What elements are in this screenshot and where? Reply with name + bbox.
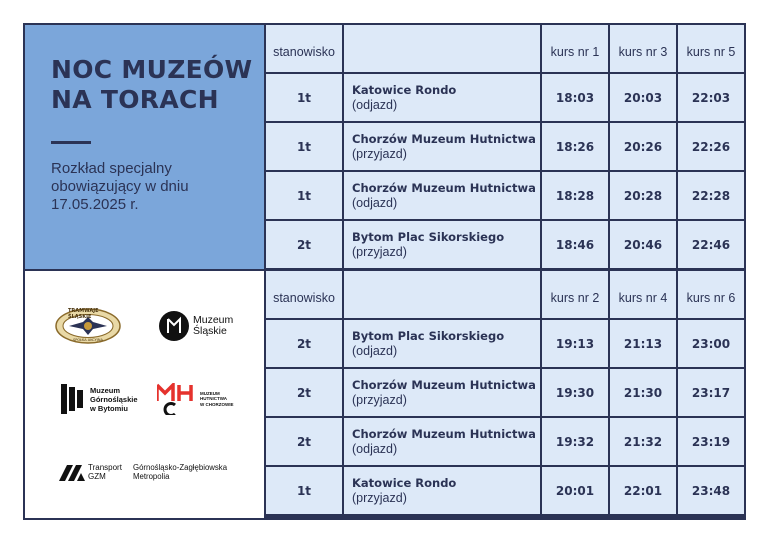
time-cell: 18:03 xyxy=(555,90,595,105)
table-row xyxy=(266,74,744,121)
header-kurs-5: kurs nr 5 xyxy=(678,25,744,72)
stop-name: Bytom Plac Sikorskiego xyxy=(352,229,505,244)
table-row xyxy=(266,369,744,416)
time-cell: 22:46 xyxy=(691,237,731,252)
muzeum-hutnictwa-line3: W CHORZOWIE xyxy=(200,401,234,407)
muzeum-hutnictwa-line2: HUTNICTWA xyxy=(200,396,227,402)
time-cell: 22:26 xyxy=(691,139,731,154)
time-cell: 20:46 xyxy=(623,237,663,252)
time-cell: 21:32 xyxy=(623,434,663,449)
tramwaje-slaskie-logo xyxy=(55,307,121,345)
table-header-row xyxy=(266,25,744,72)
subtitle-line-2: obowiązujący w dniu xyxy=(51,178,189,195)
stop-direction: (odjazd) xyxy=(352,97,398,112)
time-cell: 18:28 xyxy=(555,188,595,203)
stop-name: Chorzów Muzeum Hutnictwa xyxy=(352,180,536,195)
time-cell: 19:32 xyxy=(555,434,595,449)
muzeum-gornoslaskie-icon xyxy=(61,384,85,414)
header-stanowisko: stanowisko xyxy=(266,25,342,72)
tramwaje-bottom-text: SPÓŁKA AKCYJNA xyxy=(73,338,103,342)
muzeum-slaskie-line1: Muzeum xyxy=(193,314,234,326)
metropolia-line1: Górnośląsko-Zagłębiowska xyxy=(133,463,228,472)
time-cell: 22:01 xyxy=(623,483,663,498)
muzeum-hutnictwa-logo xyxy=(157,383,234,415)
transport-gzm-line1: Transport xyxy=(88,463,122,472)
muzeum-hutnictwa-line1: MUZEUM xyxy=(200,390,220,396)
muzeum-gornoslaskie-line1: Muzeum xyxy=(90,385,120,395)
time-cell: 19:30 xyxy=(555,385,595,400)
stop-name: Chorzów Muzeum Hutnictwa xyxy=(352,377,536,392)
stanowisko-value: 1t xyxy=(296,483,312,498)
transport-gzm-logo xyxy=(59,464,122,481)
muzeum-hutnictwa-icon xyxy=(157,383,197,415)
table-header-row xyxy=(266,271,744,318)
time-cell: 18:26 xyxy=(555,139,595,154)
header-kurs-3: kurs nr 3 xyxy=(610,25,676,72)
muzeum-gornoslaskie-logo xyxy=(61,384,138,414)
time-cell: 20:26 xyxy=(623,139,663,154)
table-row xyxy=(266,418,744,465)
table-row xyxy=(266,172,744,219)
muzeum-slaskie-icon xyxy=(159,311,189,341)
stop-direction: (odjazd) xyxy=(352,441,398,456)
table-row xyxy=(266,123,744,170)
header-stop xyxy=(344,271,540,318)
header-kurs-6: kurs nr 6 xyxy=(678,271,744,318)
transport-gzm-icon xyxy=(59,465,85,481)
stop-name: Katowice Rondo xyxy=(352,82,457,97)
stop-direction: (przyjazd) xyxy=(352,392,407,407)
time-cell: 21:13 xyxy=(623,336,663,351)
time-cell: 20:28 xyxy=(623,188,663,203)
header-stop xyxy=(344,25,540,72)
stop-direction: (odjazd) xyxy=(352,195,398,210)
time-cell: 18:46 xyxy=(555,237,595,252)
stanowisko-value: 2t xyxy=(296,336,312,351)
header-kurs-1: kurs nr 1 xyxy=(542,25,608,72)
timetable-outbound xyxy=(266,25,744,270)
time-cell: 22:28 xyxy=(691,188,731,203)
title-panel xyxy=(25,25,264,269)
title-line-1: NOC MUZEÓW xyxy=(51,55,253,84)
muzeum-gornoslaskie-line2: Górnośląskie xyxy=(90,394,138,404)
timetable-return xyxy=(266,271,744,516)
time-cell: 23:19 xyxy=(691,434,731,449)
time-cell: 23:48 xyxy=(691,483,731,498)
stop-direction: (odjazd) xyxy=(352,343,398,358)
stop-name: Bytom Plac Sikorskiego xyxy=(352,328,505,343)
stop-name: Chorzów Muzeum Hutnictwa xyxy=(352,131,536,146)
stop-name: Katowice Rondo xyxy=(352,475,457,490)
time-cell: 20:03 xyxy=(623,90,663,105)
stanowisko-value: 1t xyxy=(296,188,312,203)
header-kurs-2: kurs nr 2 xyxy=(542,271,608,318)
stanowisko-value: 1t xyxy=(296,90,312,105)
muzeum-slaskie-line2: Śląskie xyxy=(193,325,227,337)
stanowisko-value: 2t xyxy=(296,237,312,252)
time-cell: 19:13 xyxy=(555,336,595,351)
title-line-2: NA TORACH xyxy=(51,85,219,114)
stanowisko-value: 2t xyxy=(296,385,312,400)
time-cell: 23:00 xyxy=(691,336,731,351)
tramwaje-top-text: TRAMWAJE ŚLĄSKIE xyxy=(68,308,99,320)
time-cell: 21:30 xyxy=(623,385,663,400)
subtitle-line-3: 17.05.2025 r. xyxy=(51,196,139,213)
header-kurs-4: kurs nr 4 xyxy=(610,271,676,318)
stanowisko-value: 2t xyxy=(296,434,312,449)
stanowisko-value: 1t xyxy=(296,139,312,154)
table-row xyxy=(266,320,744,367)
subtitle-line-1: Rozkład specjalny xyxy=(51,160,172,177)
metropolia-logo xyxy=(133,464,227,481)
stop-direction: (przyjazd) xyxy=(352,146,407,161)
timetable-frame xyxy=(23,23,746,520)
title-divider xyxy=(51,141,91,144)
stop-direction: (przyjazd) xyxy=(352,244,407,259)
muzeum-slaskie-logo xyxy=(159,311,233,341)
table-row xyxy=(266,221,744,268)
transport-gzm-line2: GZM xyxy=(88,471,106,481)
muzeum-gornoslaskie-line3: w Bytomiu xyxy=(90,403,128,413)
logo-panel xyxy=(25,271,264,518)
header-stanowisko: stanowisko xyxy=(266,271,342,318)
table-row xyxy=(266,467,744,514)
stop-direction: (przyjazd) xyxy=(352,490,407,505)
stop-name: Chorzów Muzeum Hutnictwa xyxy=(352,426,536,441)
metropolia-line2: Metropolia xyxy=(133,471,170,481)
time-cell: 20:01 xyxy=(555,483,595,498)
time-cell: 22:03 xyxy=(691,90,731,105)
time-cell: 23:17 xyxy=(691,385,731,400)
